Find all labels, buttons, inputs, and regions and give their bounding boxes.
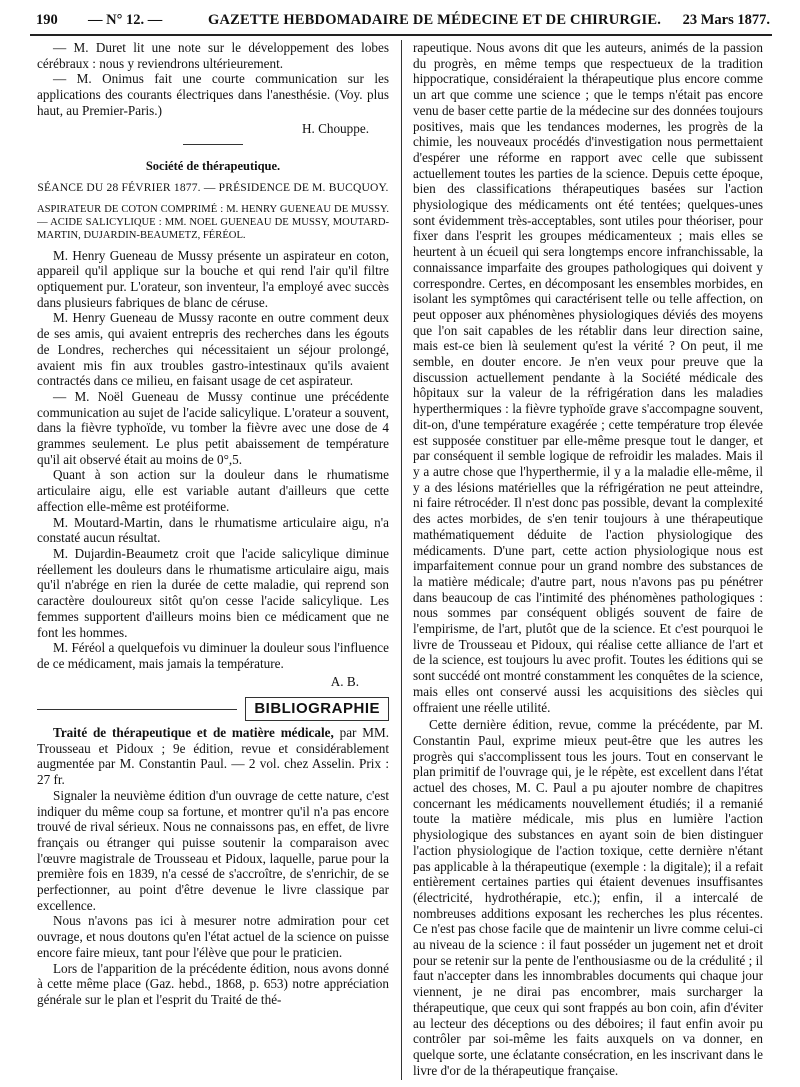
bibliography-title: BIBLIOGRAPHIE [245,697,389,721]
paragraph: M. Moutard-Martin, dans le rhumatisme articulaire aigu, n'a constaté aucun résultat. [37,514,389,546]
paragraph: — M. Onimus fait une courte communication sur les applications des courants électriques dans l'anesthésie. (Voy. plus haut, au Premier-Paris.) [37,71,389,118]
paragraph: Quant à son action sur la douleur dans le rhumatisme articulaire aigu, elle est variable autant d'ailleurs que cette affection elle-même est protéiforme. [37,467,389,514]
paragraph: Nous n'avons pas ici à mesurer notre admiration pour cet ouvrage, et nous doutons qu'en l'état actuel de la science on puisse encore faire mieux, tant pour l'élève que pour le praticien. [37,913,389,960]
paragraph: M. Henry Gueneau de Mussy raconte en outre comment deux de ses amis, qui avaient entrepris des recherches dans les égouts de Londres, recherches qui nécessitaient un séjour prolongé, avaient mis fin aux troubles gastro-intestinaux qu'ils avaient contractés dans ce milieu, en faisant usage de cet aspirateur. [37,310,389,389]
paragraph: Signaler la neuvième édition d'un ouvrage de cette nature, c'est indiquer du même coup sa fortune, et montrer qu'il n'a pas encore trouvé de rival sérieux. Nous ne connaissons pas, en effet, de livre français ou étranger qui puisse soutenir la comparaison avec l'œuvre magistrale de Trousseau et Pidoux, laquelle, parue pour la première fois en 1839, n'a cessé de s'accroître, de s'enrichir, de se perfectionner, au point d'être devenue le livre classique par excellence. [37,787,389,913]
page-number: 190 [36,12,58,28]
heading-rule [37,709,237,710]
header-rule [30,34,772,36]
session-summary: ASPIRATEUR DE COTON COMPRIMÉ : M. HENRY GUENEAU DE MUSSY. — ACIDE SALICYLIQUE : MM. NOEL GUENEAU DE MUSSY, MOUTARD-MARTIN, DUJARDIN-BEAUMETZ, FÉRÉOL. [37,203,389,241]
column-divider [401,40,402,1080]
left-column [37,40,389,1080]
signature: H. Chouppe. [301,120,369,136]
paragraph: Cette dernière édition, revue, comme la précédente, par M. Constantin Paul, exprime mieux peut-être que les autres les progrès qui s'accomplissent tous les jours. Tout en conservant le plan primitif de l'ouvrage qui, je le répète, est excellent dans l'état actuel des choses, M. C. Paul a pu ajouter nombre de chapitres concernant les médicaments nouvellement étudiés; il a remanié toute la matière médicale, mis plus en lumière l'action physiologique des substances en ayant soin de bien distinguer l'action physiologique de l'action toxique, cette dernière n'étant pas applicable à la thérapeutique (exemple : la digitale); il a refait entièrement certaines parties qui étaient devenues insuffisantes (électricité, hydrothérapie, etc.); enfin, il a intercalé de nombreuses additions exposant les recherches les plus récentes. Ce n'est pas chose facile que de maintenir un livre comme celui-ci au niveau de la science : il faut posséder un jugement net et droit pour se retenir sur la pente de l'enthousiasme ou de la crédulité ; il faut n'accepter dans les innombrables documents qui chaque jour viennent, je ne dirai pas encombrer, mais surcharger la thérapeutique, que ceux qui sont frappés au bon coin, afin d'éviter au lecteur des déceptions ou des déboires; il faut enfin avoir pu contrôler par soi-même les faits auxquels on va donner, en quelque sorte, une éclatante consécration, en les inscrivant dans le livre d'or de la thérapeutique française. [413,717,763,1078]
signature: A. B. [330,673,359,689]
issue-date: 23 Mars 1877. [682,12,770,28]
paragraph: M. Henry Gueneau de Mussy présente un aspirateur en coton, appareil qu'il applique sur la bouche et qui rend l'air qu'il filtre optiquement pur. L'orateur, son inventeur, l'a employé avec succès dans plusieurs fabriques de blanc de céruse. [37,247,389,310]
paragraph: — M. Noël Gueneau de Mussy continue une précédente communication au sujet de l'acide salicylique. L'orateur a souvent, dans la fièvre typhoïde, vu tomber la fièvre avec une dose de 4 grammes seulement. Le plus petit abaissement de température qu'il ait observé était au moins de 0°,5. [37,388,389,467]
paragraph: M. Féréol a quelquefois vu diminuer la douleur sous l'influence de ce médicament, mais jamais la température. [37,640,389,671]
paragraph: M. Dujardin-Beaumetz croit que l'acide salicylique diminue réellement les douleurs dans le rhumatisme articulaire aigu, mais qu'il n'abrége en rien la durée de cette maladie, qui reprend son caractère douloureux sitôt qu'on cesse l'acide salicylique. Les femmes supportent d'ailleurs moins bien ce médicament que ne font les hommes. [37,545,389,640]
book-title: Traité de thérapeutique et de matière médicale, [53,725,334,741]
issue-number: — N° 12. — [88,12,163,28]
seance-line: SÉANCE DU 28 FÉVRIER 1877. — PRÉSIDENCE DE M. BUCQUOY. [37,181,389,194]
book-details: par MM. Trousseau et Pidoux ; 9e édition, revue et considérablement augmentée par M. Constantin Paul. — 2 vol. chez Asselin. Prix : 27 fr. [37,725,389,788]
paragraph: Lors de l'apparition de la précédente édition, nous avons donné à cette même place (Gaz. hebd., 1868, p. 653) notre appréciation générale sur le plan et l'esprit du Traité de thé- [37,960,389,1007]
book-reference [37,725,389,788]
journal-title: GAZETTE HEBDOMADAIRE DE MÉDECINE ET DE CHIRURGIE. [208,12,662,28]
paragraph: rapeutique. Nous avons dit que les auteurs, animés de la passion du progrès, en même temps que respectueux de la tradition hippocratique, considéraient la thérapeutique plus encore comme un art que comme une science ; que le temps n'était pas encore venu de baser cette partie de la médecine sur des données toujours positives, mais que les tendances modernes, les progrès de la chimie, les nouveaux procédés d'investigation nous permettaient d'espérer une réforme en rapport avec celle que subissent actuellement toutes les parties de la science. Depuis cette époque, bien des classifications thérapeutiques basées sur l'action physiologique des médicaments ont été tentées; quelques-unes sont évidemment très-acceptables, sont utiles pour théoriser, pour fixer dans l'esprit les groupes médicamenteux ; mais elles se heurtent à un écueil qui sera longtemps encore infranchissable, la connaissance imparfaite des groupes pathologiques qui doivent y correspondre. Certes, en décomposant les ensembles morbides, en isolant les symptômes qui caractérisent telle ou telle affection, on peut opposer aux phénomènes physiologiques déviés des moyens que l'on sait capables de les rétablir dans leur direction saine, mais est-ce bien là seulement qu'est la vérité ? On peut, il me semble, en douter encore. Je n'en veux pour preuve que la discussion actuellement pendante à la Société médicale des hôpitaux sur la valeur de la réfrigération dans les maladies hyperthermiques : la fièvre typhoïde grave s'accompagne souvent, dit-on, d'une température exagérée ; cette température trop élevée est supposée constituer par elle-même presque tout le danger, et par conséquent il semble logique de refroidir les malades. Mais il y a autre chose que l'hyperthermie, il y a la maladie elle-même, il y a des lésions matérielles que la réfrigération ne peut atteindre, ni faire rétrocéder. Il n'est donc pas possible, devant la complexité des actes morbides, de s'en tenir toujours à une thérapeutique mathématiquement déduite de l'action physiologique des médicaments. D'une part, cette action physiologique nous est imparfaitement connue pour un grand nombre des substances de la matière médicale; d'autre part, nous n'avons pas pu pénétrer dans beaucoup de cas l'intimité des phénomènes pathologiques : nous sommes par conséquent obligés souvent de faire de l'empirisme, de l'art, plutôt que de la science. Et c'est pourquoi le livre de Trousseau et Pidoux, qui réalise cette alliance de l'art et de la science, est toujours lu avec profit. Toutes les éditions qui se sont succédé ont montré constamment les conquêtes de la science, mais elles ont conservé aussi les acquisitions des siècles qui offraient une réelle utilité. [413,40,763,715]
section-title: Société de thérapeutique. [145,159,281,174]
section-divider [183,144,243,145]
page-header [30,8,772,32]
right-column [413,40,763,1080]
bibliography-heading [37,697,389,721]
paragraph: — M. Duret lit une note sur le développement des lobes cérébraux : nous y reviendrons ultérieurement. [37,40,389,71]
